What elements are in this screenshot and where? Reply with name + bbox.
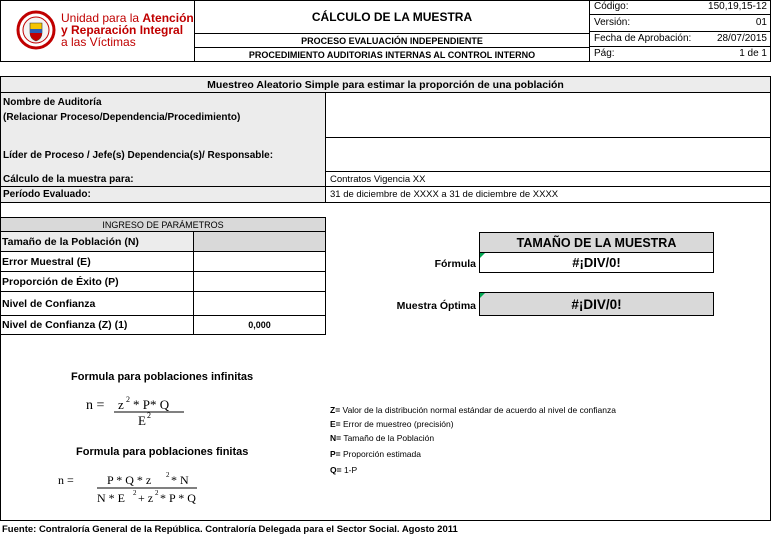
svg-text:2: 2 xyxy=(155,489,159,497)
source-footer: Fuente: Contraloría General de la República. Contraloría Delegada para el Sector Social. Agosto 2011 xyxy=(2,524,458,535)
pag-value: 1 de 1 xyxy=(739,48,767,59)
formula-comment-marker-icon xyxy=(480,253,485,258)
svg-text:2: 2 xyxy=(133,489,137,497)
codigo-label: Código: xyxy=(594,1,629,12)
legend-text: Proporción estimada xyxy=(343,449,421,459)
logo-line-3: a las Víctimas xyxy=(61,35,136,49)
z-value: 0,000 xyxy=(248,320,271,330)
legend-text: Error de muestreo (precisión) xyxy=(343,419,454,429)
optimal-label: Muestra Óptima xyxy=(396,299,476,312)
audit-name-label: Nombre de Auditoría xyxy=(3,97,102,108)
population-label: Tamaño de la Población (N) xyxy=(1,232,194,252)
legend-n xyxy=(330,433,434,443)
optimal-result: #¡DIV/0! xyxy=(479,292,714,316)
audit-name-label-cell xyxy=(1,93,325,138)
legend-text: 1-P xyxy=(343,465,358,475)
logo-text xyxy=(61,12,194,48)
process-name: PROCESO EVALUACIÓN INDEPENDIENTE xyxy=(195,34,589,48)
calc-input[interactable]: Contratos Vigencia XX xyxy=(325,172,771,187)
legend-key: E= xyxy=(330,419,341,429)
coat-of-arms-icon xyxy=(16,10,56,50)
z-label: Nivel de Confianza (Z) (1) xyxy=(1,316,194,334)
error-input[interactable] xyxy=(194,252,325,272)
meta-block xyxy=(589,0,771,62)
params-title: INGRESO DE PARÁMETROS xyxy=(0,217,326,232)
pag-label: Pág: xyxy=(594,48,615,59)
error-label: Error Muestral (E) xyxy=(1,252,194,272)
svg-text:E: E xyxy=(138,413,146,428)
svg-text:* P * Q: * P * Q xyxy=(160,491,196,505)
confidence-label: Nivel de Confianza xyxy=(1,292,194,316)
legend-q xyxy=(330,465,357,475)
formula-label: Fórmula xyxy=(434,257,476,270)
infinite-formula-title: Formula para poblaciones infinitas xyxy=(71,371,254,383)
calc-label: Cálculo de la muestra para: xyxy=(1,172,325,187)
success-input[interactable] xyxy=(194,272,325,292)
optimal-comment-marker-icon xyxy=(480,293,485,298)
finite-formula-graphic xyxy=(55,468,205,508)
svg-text:n =: n = xyxy=(58,473,74,487)
procedure-name: PROCEDIMIENTO AUDITORIAS INTERNAS AL CONTROL INTERNO xyxy=(248,50,536,60)
confidence-select[interactable] xyxy=(194,292,325,316)
logo-line-2: y Reparación Integral xyxy=(61,23,184,37)
legend-key: P= xyxy=(330,449,341,459)
logo-line-1: Unidad para la xyxy=(61,11,143,25)
version-value: 01 xyxy=(755,17,767,28)
svg-text:n =: n = xyxy=(86,398,105,413)
svg-text:2: 2 xyxy=(147,411,151,420)
audit-name-input[interactable] xyxy=(325,93,771,138)
period-input[interactable]: 31 de diciembre de XXXX a 31 de diciembre de XXXX xyxy=(325,187,771,203)
section-title: Muestreo Aleatorio Simple para estimar la proporción de una población xyxy=(0,76,771,93)
period-label: Período Evaluado: xyxy=(1,187,325,203)
codigo-value: 150,19,15-12 xyxy=(708,1,767,12)
logo-area xyxy=(0,0,195,62)
svg-text:+ z: + z xyxy=(138,491,154,505)
svg-text:P * Q * z: P * Q * z xyxy=(107,473,152,487)
legend-key: Z= xyxy=(330,405,341,415)
infinite-formula-graphic xyxy=(80,393,200,429)
legend-key: Q= xyxy=(330,465,342,475)
svg-text:* P* Q: * P* Q xyxy=(133,397,170,412)
legend-z xyxy=(330,405,616,415)
svg-text:* N: * N xyxy=(171,473,189,487)
legend-key: N= xyxy=(330,433,342,443)
svg-text:N * E: N * E xyxy=(97,491,125,505)
finite-formula-title: Formula para poblaciones finitas xyxy=(76,446,249,458)
audit-name-sub: (Relacionar Proceso/Dependencia/Procedimiento) xyxy=(3,112,241,123)
legend-text: Valor de la distribución normal estándar de acuerdo al nivel de confianza xyxy=(342,405,616,415)
svg-text:z: z xyxy=(118,397,124,412)
population-input[interactable] xyxy=(194,232,325,252)
fecha-value: 28/07/2015 xyxy=(716,33,767,44)
leader-label: Líder de Proceso / Jefe(s) Dependencia(s)/ Responsable: xyxy=(1,138,325,172)
legend-p xyxy=(330,449,421,459)
leader-input[interactable] xyxy=(325,138,771,172)
version-label: Versión: xyxy=(594,17,631,28)
fecha-label: Fecha de Aprobación: xyxy=(594,33,692,44)
doc-title: CÁLCULO DE LA MUESTRA xyxy=(195,0,589,34)
formula-result: #¡DIV/0! xyxy=(479,252,714,273)
legend-text: Tamaño de la Población xyxy=(343,433,435,443)
legend-e xyxy=(330,419,454,429)
logo-line-1-strong: Atención xyxy=(142,11,194,25)
svg-text:2: 2 xyxy=(166,471,170,479)
svg-text:2: 2 xyxy=(126,395,130,404)
sample-size-title: TAMAÑO DE LA MUESTRA xyxy=(479,232,714,253)
success-label: Proporción de Éxito (P) xyxy=(1,272,194,292)
